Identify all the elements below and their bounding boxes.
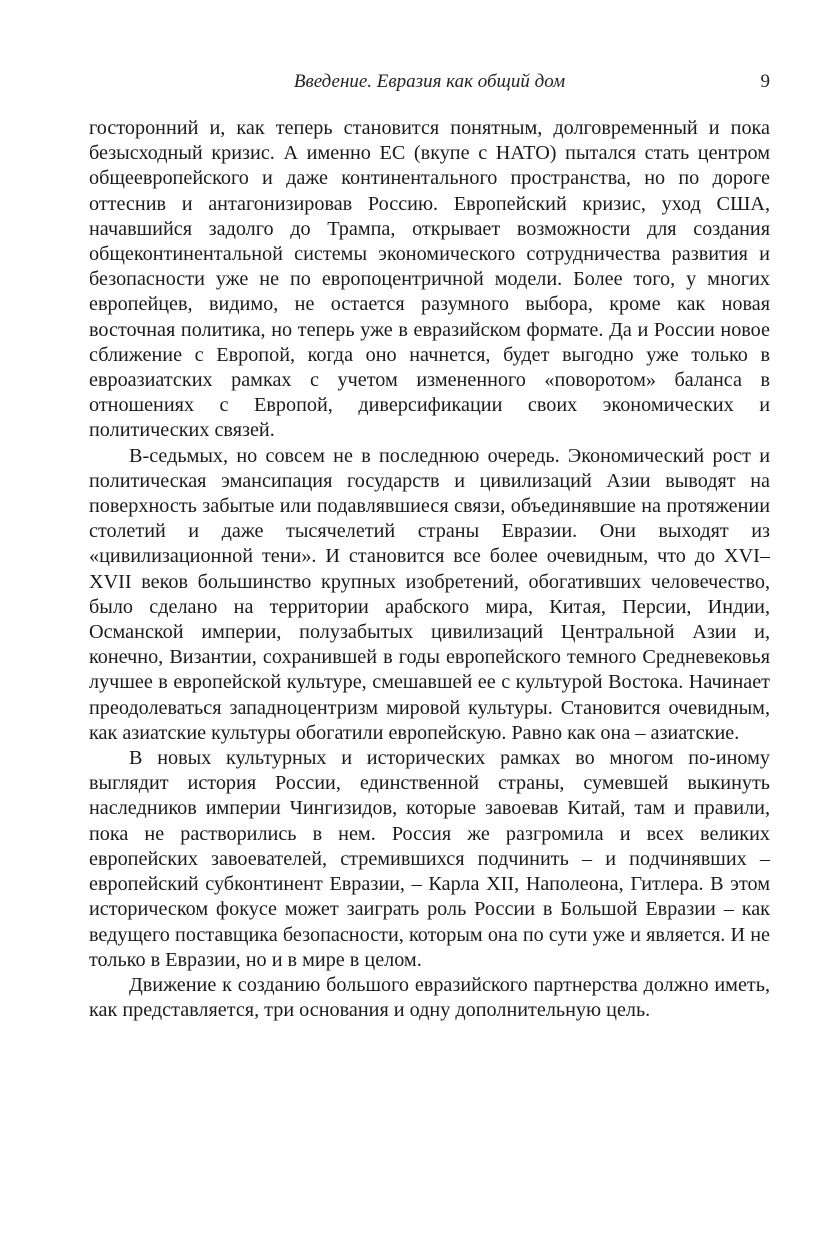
paragraph: Движение к созданию большого евразийского партнерства должно иметь, как представляется, три основания и одну дополнительную цель. — [89, 973, 770, 1022]
running-head — [89, 70, 770, 96]
running-title: Введение. Евразия как общий дом — [293, 71, 566, 92]
paragraph: В-седьмых, но совсем не в последнюю очередь. Экономический рост и политическая эмансипация государств и цивилизаций Азии выводят на поверхность забытые или подавлявшиеся связи, объединявшие на протяжении столетий и даже тысячелетий страны Евразии. Они выходят из «цивилизационной тени». И становится все более очевидным, что до XVI–XVII веков большинство крупных изобретений, обогативших человечество, было сделано на территории арабского мира, Китая, Персии, Индии, Османской империи, полузабытых цивилизаций Центральной Азии и, конечно, Византии, сохранившей в годы европейского темного Средневековья лучшее в европейской культуре, смешавшей ее с культурой Востока. Начинает преодолеваться западноцентризм мировой культуры. Становится очевидным, как азиатские культуры обогатили европейскую. Равно как она – азиатские. — [89, 444, 770, 744]
page-number: 9 — [760, 71, 770, 92]
paragraph-continuation: госторонний и, как теперь становится понятным, долговременный и пока безысходный кризис. А именно ЕС (вкупе с НАТО) пытался стать центром общеевропейского и даже континентального пространства, но по дороге оттеснив и антагонизировав Россию. Европейский кризис, уход США, начавшийся задолго до Трампа, открывает возможности для создания общеконтинентальной системы экономического сотрудничества развития и безопасности уже не по европоцентричной модели. Более того, у многих европейцев, видимо, не остается разумного выбора, кроме как новая восточная политика, но теперь уже в евразийском формате. Да и России новое сближение с Европой, когда оно начнется, будет выгодно уже только в евроазиатских рамках с учетом измененного «поворотом» баланса в отношениях с Европой, диверсификации своих экономических и политических связей. — [89, 117, 770, 442]
paragraph: В новых культурных и исторических рамках во многом по-иному выглядит история России, единственной страны, сумевшей выкинуть наследников империи Чингизидов, которые завоевав Китай, там и правили, пока не растворились в нем. Россия же разгромила и всех великих европейских завоевателей, стремившихся подчинить – и подчинявших – европейский субконтинент Евразии, – Карла XII, Наполеона, Гитлера. В этом историческом фокусе может заиграть роль России в Большой Евразии – как ведущего поставщика безопасности, которым она по сути уже и является. И не только в Евразии, но и в мире в целом. — [89, 747, 770, 971]
body-text — [89, 116, 770, 1023]
